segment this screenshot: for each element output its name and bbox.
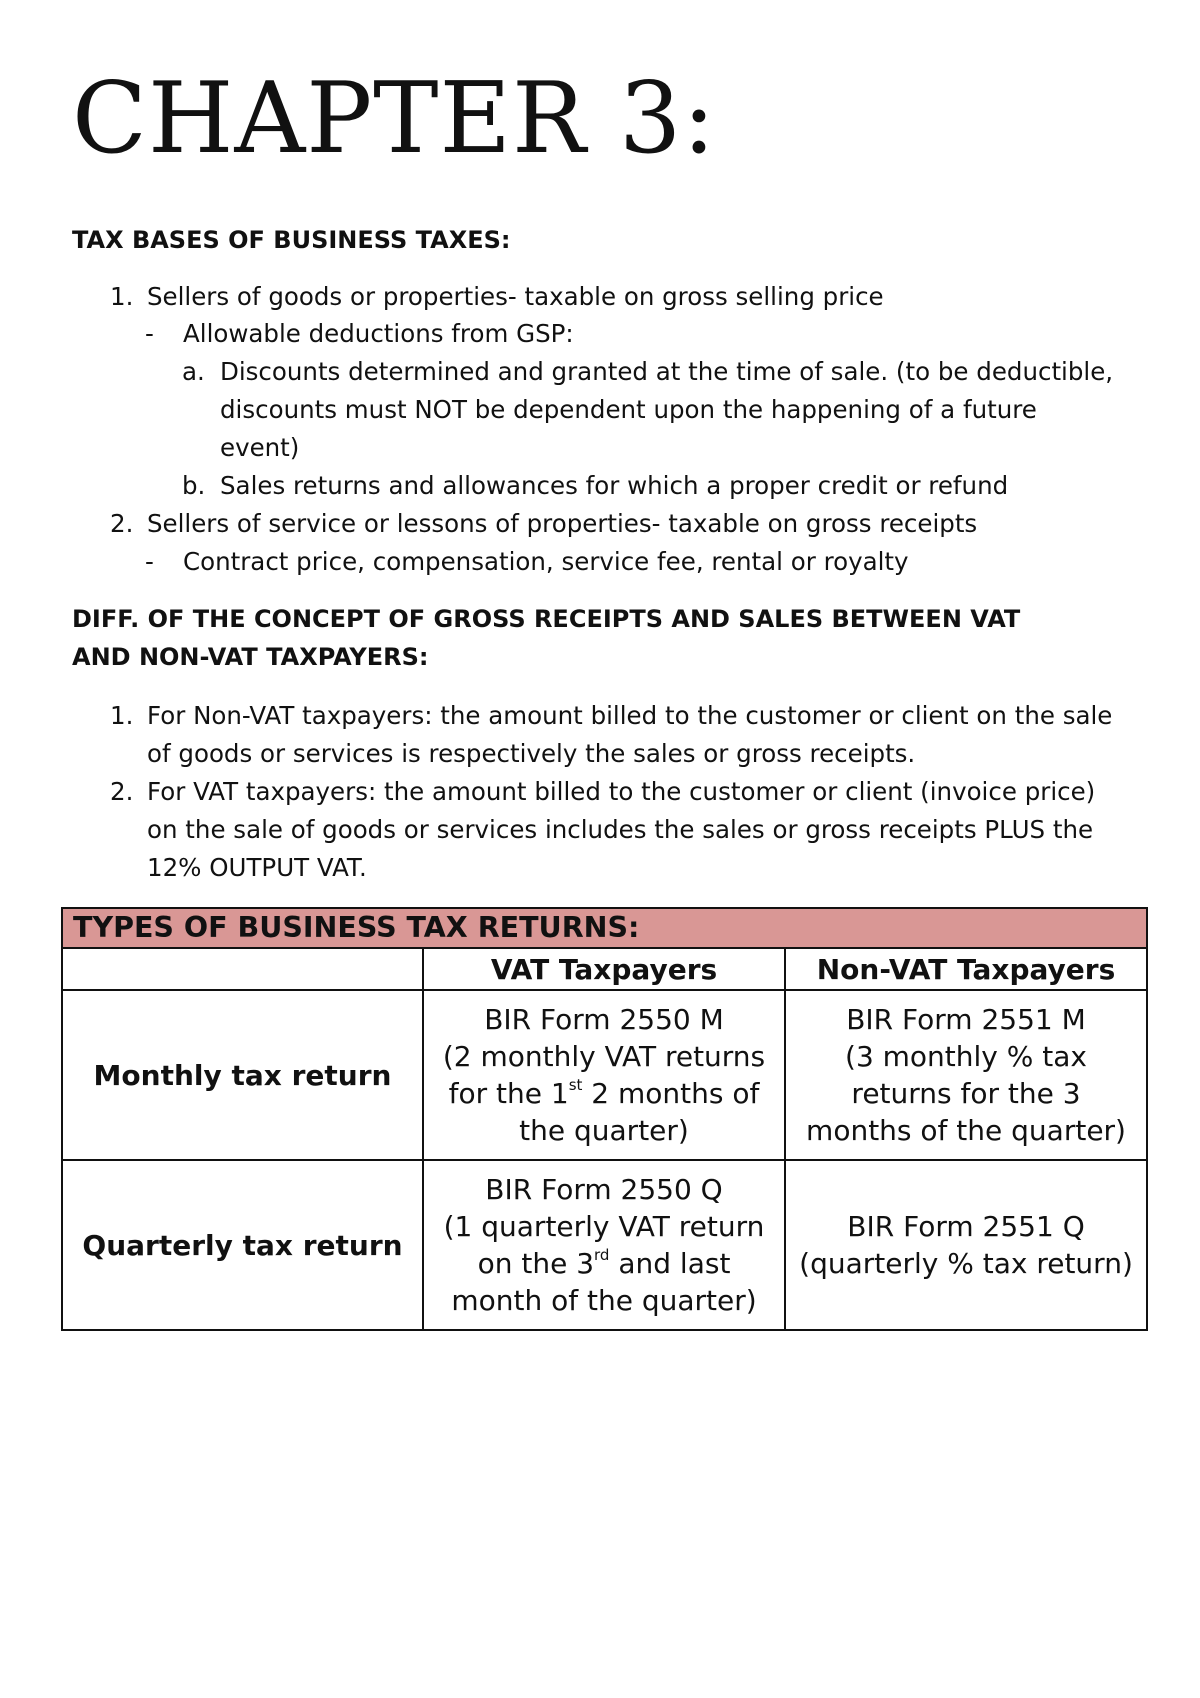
list-marker: 1. [110,701,134,730]
cell-line: (2 monthly VAT returns [442,1040,766,1073]
cell-line: BIR Form 2550 Q [485,1173,723,1206]
sub-list-marker: - [145,319,154,348]
cell-quarterly-vat [423,1160,785,1330]
cell-text: 2 months of [582,1077,760,1110]
cell-line [424,1245,784,1282]
section2-heading: AND NON-VAT TAXPAYERS: [72,643,429,671]
list-item-line: on the sale of goods or services includes the sales or gross receipts PLUS the [147,815,1094,844]
sub-sub-list-item-text: Sales returns and allowances for which a proper credit or refund [220,471,1009,500]
cell-line: the quarter) [519,1114,689,1147]
table-row [62,990,1147,1160]
cell-monthly-nonvat [785,990,1147,1160]
sub-list-item-text: Allowable deductions from GSP: [183,319,574,348]
section2-heading: DIFF. OF THE CONCEPT OF GROSS RECEIPTS AND SALES BETWEEN VAT [72,605,1021,633]
cell-line: BIR Form 2551 Q [847,1210,1085,1243]
cell-line: returns for the 3 [851,1077,1081,1110]
row-label-monthly: Monthly tax return [62,990,423,1160]
cell-text: on the 3 [477,1247,595,1280]
ordinal-suffix: st [568,1075,583,1094]
table-row [62,1160,1147,1330]
cell-monthly-vat [423,990,785,1160]
list-item-text: Sellers of service or lessons of properties- taxable on gross receipts [147,509,978,538]
section1-heading: TAX BASES OF BUSINESS TAXES: [72,226,511,254]
table-title: TYPES OF BUSINESS TAX RETURNS: [62,908,1147,948]
sub-sub-list-item-line: Discounts determined and granted at the time of sale. (to be deductible, [220,357,1114,386]
list-marker: 2. [110,509,134,538]
business-tax-returns-table [61,907,1148,1331]
cell-line: BIR Form 2551 M [846,1003,1086,1036]
sub-list-marker: - [145,547,154,576]
cell-quarterly-nonvat [785,1160,1147,1330]
cell-line: BIR Form 2550 M [484,1003,724,1036]
list-item-line: of goods or services is respectively the sales or gross receipts. [147,739,916,768]
table-title-row [62,908,1147,948]
cell-line: (1 quarterly VAT return [443,1210,765,1243]
sub-sub-list-marker: b. [182,471,206,500]
cell-line: (quarterly % tax return) [799,1247,1133,1280]
cell-line: (3 monthly % tax [845,1040,1087,1073]
cell-text: for the 1 [448,1077,569,1110]
table-header-nonvat: Non-VAT Taxpayers [785,948,1147,990]
cell-line: months of the quarter) [806,1114,1126,1147]
sub-sub-list-item-line: event) [220,433,300,462]
ordinal-suffix: rd [594,1245,610,1264]
sub-list-item-text: Contract price, compensation, service fee, rental or royalty [183,547,909,576]
list-item-line: For Non-VAT taxpayers: the amount billed to the customer or client on the sale [147,701,1113,730]
table-header-empty [62,948,423,990]
sub-sub-list-marker: a. [182,357,205,386]
row-label-quarterly: Quarterly tax return [62,1160,423,1330]
cell-line [424,1075,784,1112]
list-marker: 1. [110,282,134,311]
list-marker: 2. [110,777,134,806]
list-item-text: Sellers of goods or properties- taxable on gross selling price [147,282,884,311]
sub-sub-list-item-line: discounts must NOT be dependent upon the happening of a future [220,395,1037,424]
cell-text: and last [609,1247,731,1280]
cell-line: month of the quarter) [451,1284,757,1317]
list-item-line: For VAT taxpayers: the amount billed to the customer or client (invoice price) [147,777,1096,806]
chapter-title: CHAPTER 3: [72,62,717,176]
table-header-vat: VAT Taxpayers [423,948,785,990]
list-item-line: 12% OUTPUT VAT. [147,853,367,882]
table-header-row [62,948,1147,990]
